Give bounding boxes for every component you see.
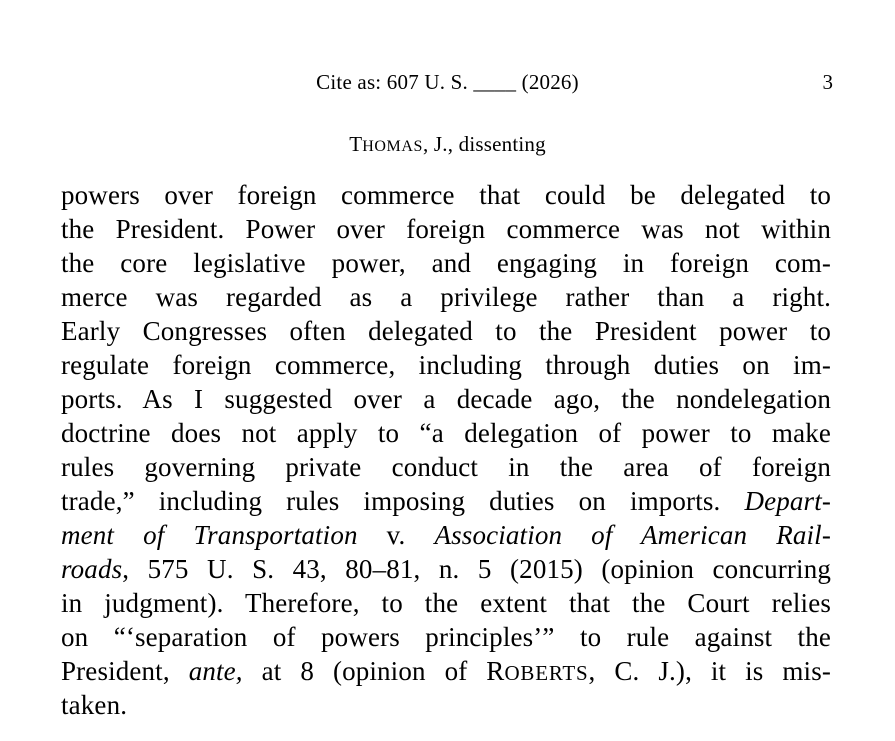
text-segment: ports. As I suggested over a decade ago, the nondelegation	[61, 384, 831, 414]
italic-text: ante,	[188, 656, 243, 686]
italic-text: Association of American Rail-	[434, 520, 831, 550]
text-segment: trade,” including rules imposing duties on imports.	[61, 486, 745, 516]
text-segment: the core legislative power, and engaging in foreign com-	[61, 248, 831, 278]
text-line	[61, 450, 831, 484]
text-segment: v.	[357, 520, 435, 550]
text-segment: rules governing private conduct in the area of foreign	[61, 452, 831, 482]
opinion-body-text	[61, 178, 831, 722]
text-line	[61, 348, 831, 382]
text-line	[61, 246, 831, 280]
text-segment: taken.	[61, 690, 128, 720]
text-line	[61, 416, 831, 450]
text-line	[61, 654, 831, 688]
text-line	[61, 280, 831, 314]
text-segment: , 575 U. S. 43, 80–81, n. 5 (2015) (opinion concurring	[122, 554, 831, 584]
text-line	[61, 552, 831, 586]
text-line	[61, 178, 831, 212]
text-segment: doctrine does not apply to “a delegation of power to make	[61, 418, 831, 448]
text-line	[61, 382, 831, 416]
italic-text: roads	[61, 554, 123, 584]
text-line	[61, 518, 831, 552]
text-segment: on “‘separation of powers principles’” to rule against the	[61, 622, 831, 652]
text-line	[61, 586, 831, 620]
text-segment: powers over foreign commerce that could be delegated to	[61, 180, 831, 210]
text-segment: in judgment). Therefore, to the extent that the Court relies	[61, 588, 831, 618]
text-segment: merce was regarded as a privilege rather than a right.	[61, 282, 831, 312]
smallcaps-text: OBERTS	[504, 661, 589, 685]
author-suffix: , J., dissenting	[423, 132, 546, 156]
text-segment: President,	[61, 656, 189, 686]
text-segment: , C. J.), it is mis-	[588, 656, 831, 686]
text-segment: at 8 (opinion of R	[242, 656, 505, 686]
citation-line: Cite as: 607 U. S. ____ (2026)	[316, 70, 579, 94]
italic-text: ment of Transportation	[61, 520, 358, 550]
text-line	[61, 484, 831, 518]
page-number: 3	[822, 70, 833, 94]
author-line	[0, 130, 895, 161]
text-segment: the President. Power over foreign commerce was not within	[61, 214, 831, 244]
text-line	[61, 314, 831, 348]
text-line	[61, 212, 831, 246]
text-segment: regulate foreign commerce, including through duties on im-	[61, 350, 831, 380]
text-line	[61, 620, 831, 654]
text-segment: Early Congresses often delegated to the President power to	[61, 316, 831, 346]
running-head	[0, 68, 895, 96]
author-name-smallcaps: HOMAS	[362, 138, 424, 155]
text-line	[61, 688, 831, 722]
author-initial: T	[349, 132, 363, 156]
italic-text: Depart-	[744, 486, 831, 516]
